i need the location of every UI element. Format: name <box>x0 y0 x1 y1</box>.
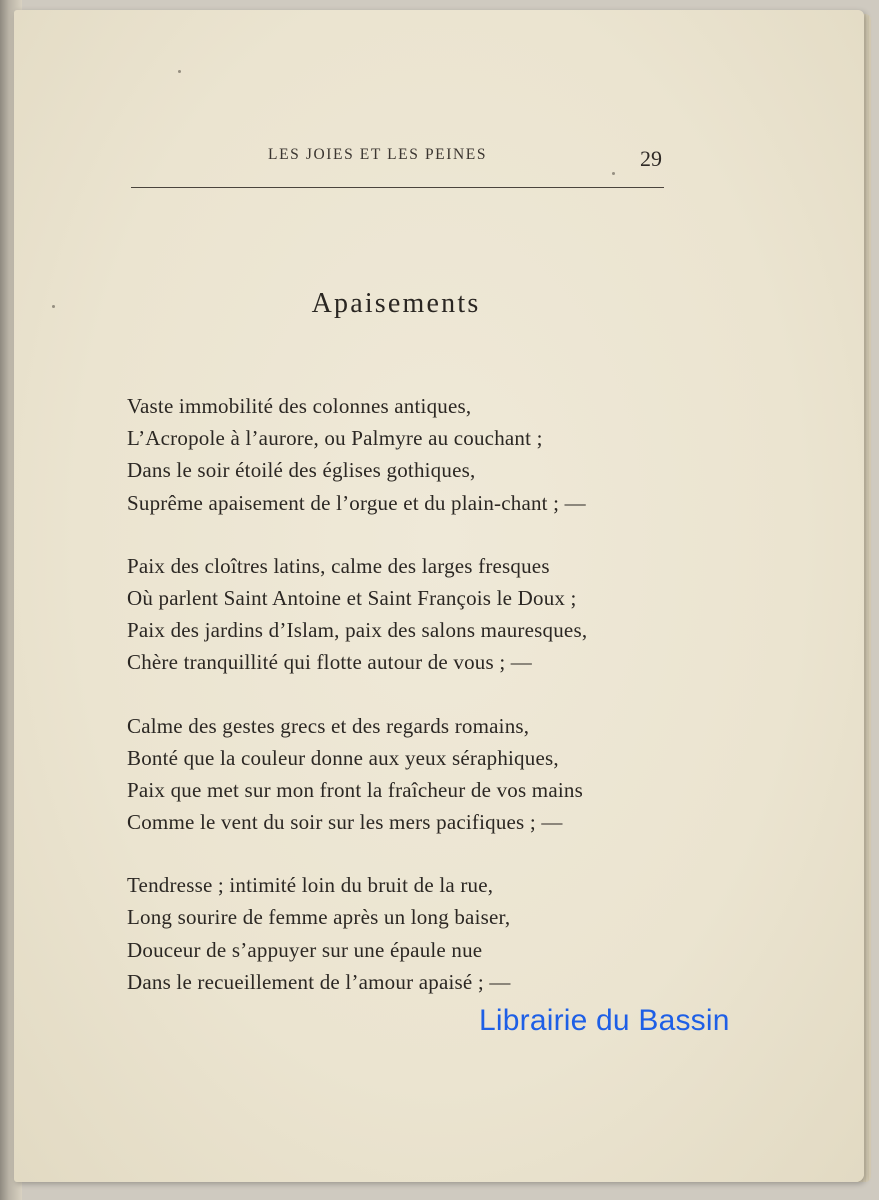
stanza-1 <box>127 390 587 519</box>
poem-body <box>127 390 587 1029</box>
verse-line: Vaste immobilité des colonnes antiques, <box>127 394 472 418</box>
verse-line: Long sourire de femme après un long baiser, <box>127 905 511 930</box>
stanza-4 <box>127 869 587 998</box>
verse-line: Paix des cloîtres latins, calme des larges fresques <box>127 553 550 578</box>
stanza-3 <box>127 710 587 839</box>
verse-line: Dans le soir étoilé des églises gothiques, <box>127 458 476 483</box>
stanza-2 <box>127 550 587 679</box>
poem-title: Apaisements <box>311 288 481 319</box>
verse-line: Paix que met sur mon front la fraîcheur de vos mains <box>127 777 583 802</box>
page-number: 29 <box>640 146 662 171</box>
paper-speck <box>178 70 181 73</box>
verse-line: Paix des jardins d’Islam, paix des salons mauresques, <box>127 618 588 643</box>
verse-line: Comme le vent du soir sur les mers pacifiques ; — <box>127 810 563 835</box>
verse-line: Dans le recueillement de l’amour apaisé ; — <box>127 969 511 994</box>
header-rule <box>131 187 664 188</box>
verse-line: Suprême apaisement de l’orgue et du plain-chant ; — <box>127 490 586 515</box>
running-head: LES JOIES ET LES PEINES <box>268 146 488 163</box>
verse-line: Calme des gestes grecs et des regards romains, <box>127 713 530 738</box>
verse-line: Tendresse ; intimité loin du bruit de la rue, <box>127 873 494 898</box>
verse-line: Où parlent Saint Antoine et Saint François le Doux ; <box>127 585 577 610</box>
paper-speck <box>612 172 615 175</box>
paper-speck <box>52 305 55 308</box>
watermark-text: Librairie du Bassin <box>479 1004 730 1037</box>
verse-line: Douceur de s’appuyer sur une épaule nue <box>127 937 483 962</box>
verse-line: Chère tranquillité qui flotte autour de vous ; — <box>127 650 533 675</box>
verse-line: Bonté que la couleur donne aux yeux séraphiques, <box>127 745 559 770</box>
verse-line: L’Acropole à l’aurore, ou Palmyre au couchant ; <box>127 426 543 451</box>
